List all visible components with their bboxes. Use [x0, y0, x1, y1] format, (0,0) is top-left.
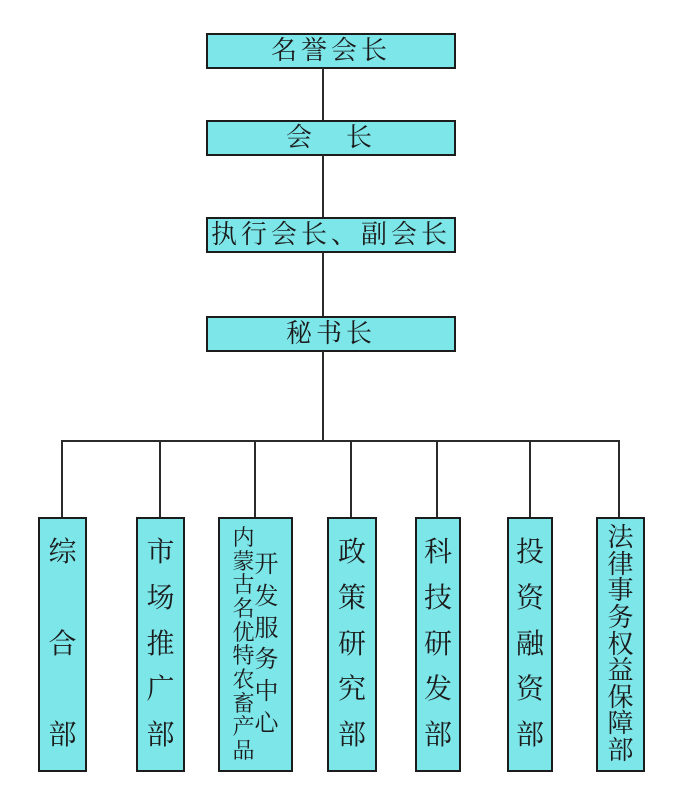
connector-secretary-to-bar	[322, 351, 324, 441]
connector-drop-sci-tech-rd	[436, 442, 438, 517]
connector-honorary-to-president	[322, 68, 324, 120]
connector-exec-to-secretary	[322, 252, 324, 316]
connector-drop-dev-service-center	[254, 442, 256, 517]
sci-tech-rd-dept-label: 科 技 研 发 部	[423, 537, 452, 751]
market-promotion-dept-label: 市 场 推 广 部	[146, 537, 175, 751]
box-secretary-general	[206, 316, 456, 352]
general-affairs-dept-label: 综 合 部	[48, 537, 77, 751]
box-president	[206, 120, 456, 156]
dev-service-center-label-left: 内 蒙 古 名 优 特 农 畜 产 品	[232, 525, 255, 763]
box-executive-vice-president	[206, 217, 456, 253]
connector-drop-policy-research	[350, 442, 352, 517]
dev-service-center-label-right: 开 发 服 务 中 心	[254, 552, 279, 737]
president-label: 会 长	[285, 123, 376, 152]
box-legal-affairs-rights-dept	[596, 517, 645, 772]
box-dev-service-center	[218, 517, 293, 772]
connector-drop-general-affairs	[61, 442, 63, 517]
connector-horizontal-bar	[61, 440, 620, 442]
box-general-affairs-dept	[38, 517, 87, 772]
legal-affairs-rights-dept-label: 法 律 事 务 权 益 保 障 部	[607, 523, 634, 765]
box-policy-research-dept	[327, 517, 377, 772]
box-sci-tech-rd-dept	[415, 517, 461, 772]
secretary-general-label: 秘书长	[285, 319, 376, 348]
connector-drop-investment-financing	[529, 442, 531, 517]
investment-financing-dept-label: 投 资 融 资 部	[515, 537, 544, 751]
connector-drop-market-promotion	[159, 442, 161, 517]
box-market-promotion-dept	[136, 517, 185, 772]
executive-vice-president-label: 执行会长、副会长	[210, 220, 451, 249]
policy-research-dept-label: 政 策 研 究 部	[337, 537, 366, 751]
box-investment-financing-dept	[507, 517, 553, 772]
connector-drop-legal-affairs	[618, 442, 620, 517]
box-honorary-president	[206, 33, 456, 69]
honorary-president-label: 名誉会长	[270, 36, 391, 65]
connector-president-to-exec	[322, 155, 324, 217]
